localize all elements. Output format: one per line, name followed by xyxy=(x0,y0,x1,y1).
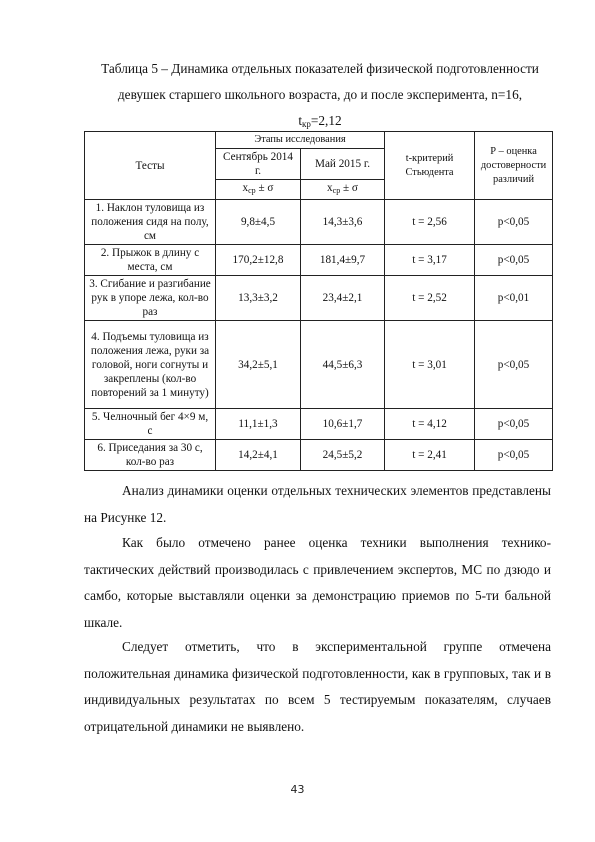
table-row xyxy=(85,276,553,321)
table-row xyxy=(85,245,553,276)
table-row xyxy=(85,200,553,245)
header-mean-may: $x_{ср} \pm \sigma$ xyxy=(301,180,385,200)
header-september: Сентябрь 2014 г. xyxy=(216,149,301,180)
table-row xyxy=(85,409,553,440)
cell-sept: 14,2±4,1 xyxy=(216,440,301,471)
cell-p: p<0,05 xyxy=(475,245,553,276)
tcr-symbol: t xyxy=(298,113,303,128)
cell-p: p<0,05 xyxy=(475,440,553,471)
cell-may: 14,3±3,6 xyxy=(301,200,385,245)
cell-p: p<0,05 xyxy=(475,200,553,245)
cell-sept: 9,8±4,5 xyxy=(216,200,301,245)
header-mean-sept: $x_{ср} \pm \sigma$ xyxy=(216,180,301,200)
table-caption xyxy=(80,56,560,137)
paragraph-3: Следует отметить, что в экспериментальной группе отмечена положительная динамика физической подготовленности, как в групповых, так и в индивидуальных результатах по всем 5 тестируемым показателям, случаев отрицательной динамики не выявлено. xyxy=(84,639,551,734)
header-tests: Тесты xyxy=(85,132,216,200)
results-table xyxy=(84,131,553,471)
caption-line-2: девушек старшего школьного возраста, до и после эксперимента, n=16, xyxy=(117,87,523,102)
table-row xyxy=(85,321,553,409)
cell-may: 23,4±2,1 xyxy=(301,276,385,321)
cell-test: 1. Наклон туловища из положения сидя на полу, см xyxy=(85,200,216,245)
cell-may: 24,5±5,2 xyxy=(301,440,385,471)
cell-may: 44,5±6,3 xyxy=(301,321,385,409)
cell-sept: 13,3±3,2 xyxy=(216,276,301,321)
cell-t: t = 3,01 xyxy=(385,321,475,409)
paragraph-1: Анализ динамики оценки отдельных технических элементов представлены на Рисунке 12. xyxy=(84,483,551,525)
cell-sept: 34,2±5,1 xyxy=(216,321,301,409)
cell-sept: 170,2±12,8 xyxy=(216,245,301,276)
table-row xyxy=(85,440,553,471)
cell-sept: 11,1±1,3 xyxy=(216,409,301,440)
cell-p: p<0,05 xyxy=(475,409,553,440)
header-p-value: Р – оценка достоверности различий xyxy=(475,132,553,200)
cell-may: 10,6±1,7 xyxy=(301,409,385,440)
cell-p: p<0,01 xyxy=(475,276,553,321)
header-may: Май 2015 г. xyxy=(301,149,385,180)
results-table-wrapper xyxy=(84,131,552,471)
header-t-criterion: t-критерий Стьюдента xyxy=(385,132,475,200)
paragraph-2: Как было отмечено ранее оценка техники выполнения технико-тактических действий производилась с привлечением экспертов, МС по дзюдо и самбо, которые выставляли оценки за демонстрацию приемов по 5-ти бальной шкале. xyxy=(84,535,551,630)
caption-line-1: Таблица 5 – Динамика отдельных показателей физической подготовленности xyxy=(101,61,539,76)
cell-t: t = 2,41 xyxy=(385,440,475,471)
cell-t: t = 2,52 xyxy=(385,276,475,321)
cell-test: 3. Сгибание и разгибание рук в упоре лежа, кол-во раз xyxy=(85,276,216,321)
page-number: 43 xyxy=(290,783,305,796)
cell-t: t = 4,12 xyxy=(385,409,475,440)
cell-test: 4. Подъемы туловища из положения лежа, руки за головой, ноги согнуты и закреплены (кол-во повторений за 1 минуту) xyxy=(85,321,216,409)
cell-test: 5. Челночный бег 4×9 м, с xyxy=(85,409,216,440)
cell-t: t = 3,17 xyxy=(385,245,475,276)
tcr-subscript: кр xyxy=(302,119,311,129)
cell-test: 2. Прыжок в длину с места, см xyxy=(85,245,216,276)
tcr-value: =2,12 xyxy=(310,113,342,128)
cell-t: t = 2,56 xyxy=(385,200,475,245)
cell-may: 181,4±9,7 xyxy=(301,245,385,276)
header-stages: Этапы исследования xyxy=(216,132,385,149)
cell-test: 6. Приседания за 30 с, кол-во раз xyxy=(85,440,216,471)
cell-p: p<0,05 xyxy=(475,321,553,409)
